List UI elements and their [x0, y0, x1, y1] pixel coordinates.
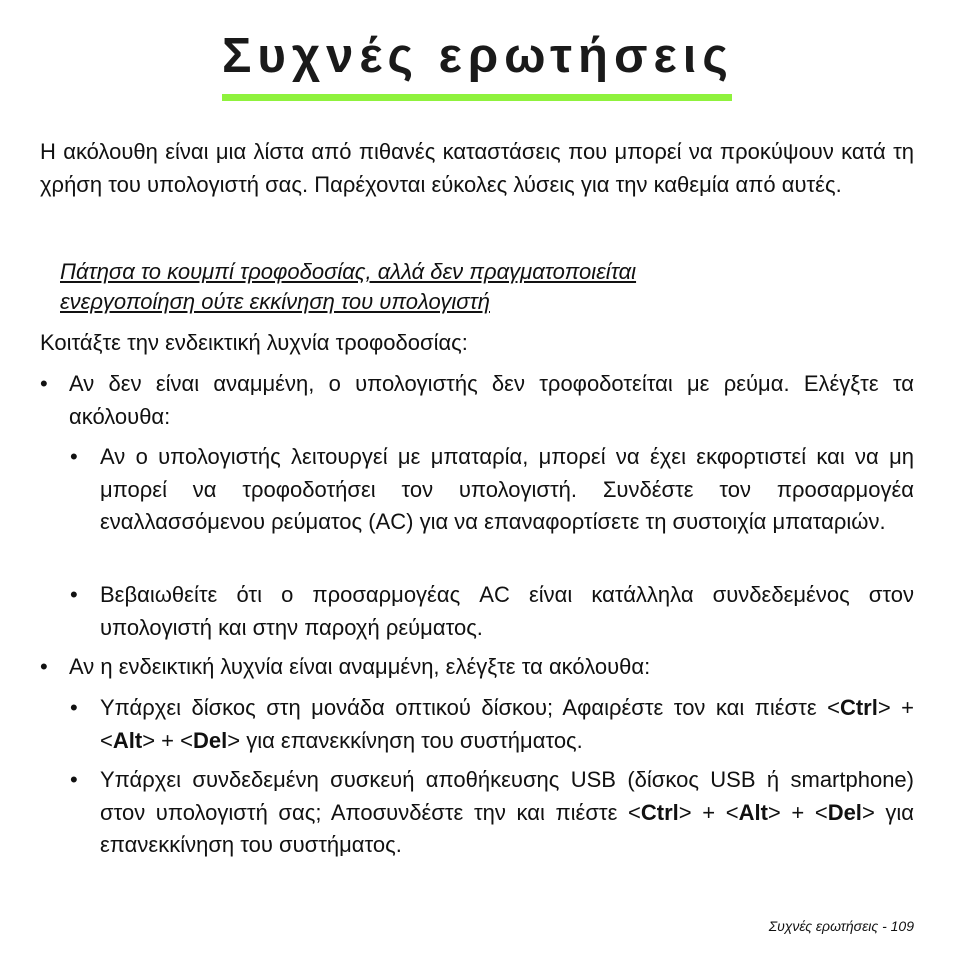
key-ctrl: Ctrl	[839, 695, 878, 720]
key-del: Del	[827, 799, 862, 825]
bullet-icon: •	[70, 444, 78, 469]
key-del: Del	[192, 727, 228, 753]
list-item	[70, 441, 914, 539]
section-heading-line-2: ενεργοποίηση ούτε εκκίνηση του υπολογιστή	[60, 289, 490, 314]
page-title-block	[222, 22, 732, 90]
list-item	[70, 579, 914, 644]
section-heading-line-1: Πάτησα το κουμπί τροφοδοσίας, αλλά δεν πραγματοποιείται	[60, 259, 637, 284]
key-ctrl: Ctrl	[640, 799, 679, 825]
list-item	[70, 764, 914, 862]
list-item-text: Αν ο υπολογιστής λειτουργεί με μπαταρία, μπορεί να έχει εκφορτιστεί και να μη μπορεί να τροφοδοτήσει τον υπολογιστή. Συνδέστε τον προσαρμογέα εναλλασσόμενου ρεύματος (AC) για να επαναφορτίσετε τη συστοιχία μπαταριών.	[100, 444, 914, 534]
intro-paragraph: Η ακόλουθη είναι μια λίστα από πιθανές καταστάσεις που μπορεί να προκύψουν κατά τη χρήση του υπολογιστή σας. Παρέχονται εύκολες λύσεις για την καθεμία από αυτές.	[40, 139, 914, 197]
title-underline-bar	[222, 94, 732, 101]
list-item	[40, 651, 914, 684]
bullet-icon: •	[40, 371, 48, 396]
section-heading	[60, 257, 790, 317]
page-number: 109	[890, 918, 914, 934]
list-item-text: Υπάρχει δίσκος στη μονάδα οπτικού δίσκου; Αφαιρέστε τον και πιέστε <Ctrl> + <Alt> + <Del> για επανεκκίνηση του συστήματος.	[100, 695, 914, 753]
bullet-icon: •	[70, 695, 78, 720]
list-item-text: Αν δεν είναι αναμμένη, ο υπολογιστής δεν τροφοδοτείται με ρεύμα. Ελέγξτε τα ακόλουθα:	[69, 371, 914, 429]
list-item	[40, 368, 914, 433]
footer-label: Συχνές ερωτήσεις -	[768, 918, 891, 934]
key-alt: Alt	[112, 727, 143, 753]
list-item-text: Αν η ενδεικτική λυχνία είναι αναμμένη, ελέγξτε τα ακόλουθα:	[69, 654, 651, 679]
key-alt: Alt	[738, 799, 768, 825]
bullet-icon: •	[70, 767, 78, 792]
list-item	[70, 692, 914, 757]
list-item-text: Βεβαιωθείτε ότι ο προσαρμογέας AC είναι κατάλληλα συνδεδεμένος στον υπολογιστή και στην παροχή ρεύματος.	[100, 582, 914, 640]
check-power-light-text: Κοιτάξτε την ενδεικτική λυχνία τροφοδοσίας:	[40, 330, 468, 355]
page-footer	[769, 918, 914, 934]
bullet-icon: •	[70, 582, 78, 607]
bullet-icon: •	[40, 654, 48, 679]
page-title: Συχνές ερωτήσεις	[222, 29, 734, 83]
list-item-text: Υπάρχει συνδεδεμένη συσκευή αποθήκευσης USB (δίσκος USB ή smartphone) στον υπολογιστή σας; Αποσυνδέστε την και πιέστε <Ctrl> + <Alt> + <Del> για επανεκκίνηση του συστήματος.	[100, 767, 915, 857]
